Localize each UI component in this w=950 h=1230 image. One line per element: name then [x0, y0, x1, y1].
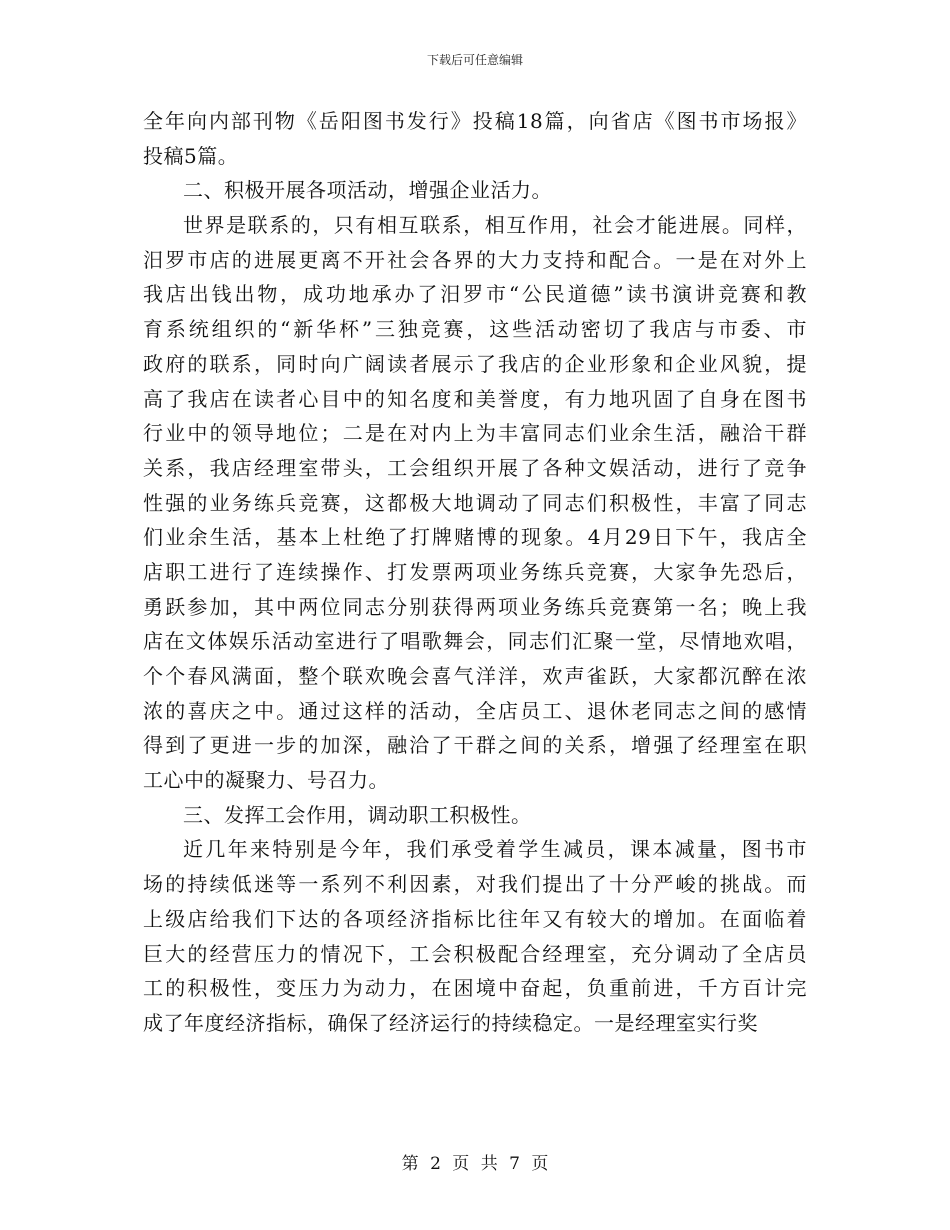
paragraph-line: 个个春风满面，整个联欢晚会喜气洋洋，欢声雀跃，大家都沉醉在浓 [143, 664, 807, 688]
paragraph-line: 工心中的凝聚力、号召力。 [143, 768, 389, 793]
paragraph-line: 巨大的经营压力的情况下，工会积极配合经理室，充分调动了全店员 [143, 941, 807, 966]
paragraph-line: 上级店给我们下达的各项经济指标比往年又有较大的增加。在面临着 [143, 906, 807, 931]
paragraph-line: 勇跃参加，其中两位同志分别获得两项业务练兵竞赛第一名；晚上我 [143, 594, 807, 619]
paragraph-line: 店在文体娱乐活动室进行了唱歌舞会，同志们汇聚一堂，尽情地欢唱， [143, 629, 807, 654]
paragraph-line: 成了年度经济指标，确保了经济运行的持续稳定。一是经理室实行奖 [143, 1010, 758, 1035]
paragraph-line: 工的积极性，变压力为动力，在困境中奋起，负重前进，千方百计完 [143, 976, 807, 1001]
paragraph-line: 投稿5篇。 [143, 143, 239, 168]
paragraph-line: 全年向内部刊物《岳阳图书发行》投稿18篇，向省店《图书市场报》 [143, 109, 807, 133]
paragraph-line: 们业余生活，基本上杜绝了打牌赌博的现象。4月29日下午，我店全 [143, 525, 807, 550]
page-number: 第 2 页 共 7 页 [401, 1154, 549, 1174]
paragraph-line: 三、发挥工会作用，调动职工积极性。 [183, 802, 532, 827]
paragraph-line: 世界是联系的，只有相互联系，相互作用，社会才能进展。同样， [183, 213, 807, 238]
paragraph-line: 行业中的领导地位；二是在对内上为丰富同志们业余生活，融洽干群 [143, 421, 807, 446]
paragraph [143, 104, 807, 173]
paragraph-line: 我店出钱出物，成功地承办了汨罗市“公民道德”读书演讲竞赛和教 [143, 282, 807, 307]
page-header: 下载后可任意编辑 [426, 53, 523, 67]
paragraph-line: 汨罗市店的进展更离不开社会各界的大力支持和配合。一是在对外上 [143, 247, 807, 272]
paragraph [143, 173, 807, 208]
paragraph-line: 育系统组织的“新华杯”三独竞赛，这些活动密切了我店与市委、市 [143, 317, 807, 342]
paragraph [143, 832, 807, 1040]
paragraph-line: 二、积极开展各项活动，增强企业活力。 [183, 178, 552, 203]
paragraph [143, 798, 807, 833]
document-body [143, 104, 807, 1041]
paragraph-line: 关系，我店经理室带头，工会组织开展了各种文娱活动，进行了竞争 [143, 455, 807, 480]
paragraph-line: 政府的联系，同时向广阔读者展示了我店的企业形象和企业风貌，提 [143, 351, 807, 376]
paragraph-line: 场的持续低迷等一系列不利因素，对我们提出了十分严峻的挑战。而 [143, 872, 807, 897]
paragraph-line: 得到了更进一步的加深，融洽了干群之间的关系，增强了经理室在职 [143, 733, 807, 758]
paragraph-line: 店职工进行了连续操作、打发票两项业务练兵竞赛，大家争先恐后， [143, 559, 807, 584]
paragraph-line: 浓的喜庆之中。通过这样的活动，全店员工、退休老同志之间的感情 [143, 698, 807, 723]
paragraph-line: 高了我店在读者心目中的知名度和美誉度，有力地巩固了自身在图书 [143, 386, 807, 411]
paragraph [143, 208, 807, 798]
paragraph-line: 近几年来特别是今年，我们承受着学生减员，课本减量，图书市 [183, 837, 807, 862]
paragraph-line: 性强的业务练兵竞赛，这都极大地调动了同志们积极性，丰富了同志 [143, 490, 807, 515]
